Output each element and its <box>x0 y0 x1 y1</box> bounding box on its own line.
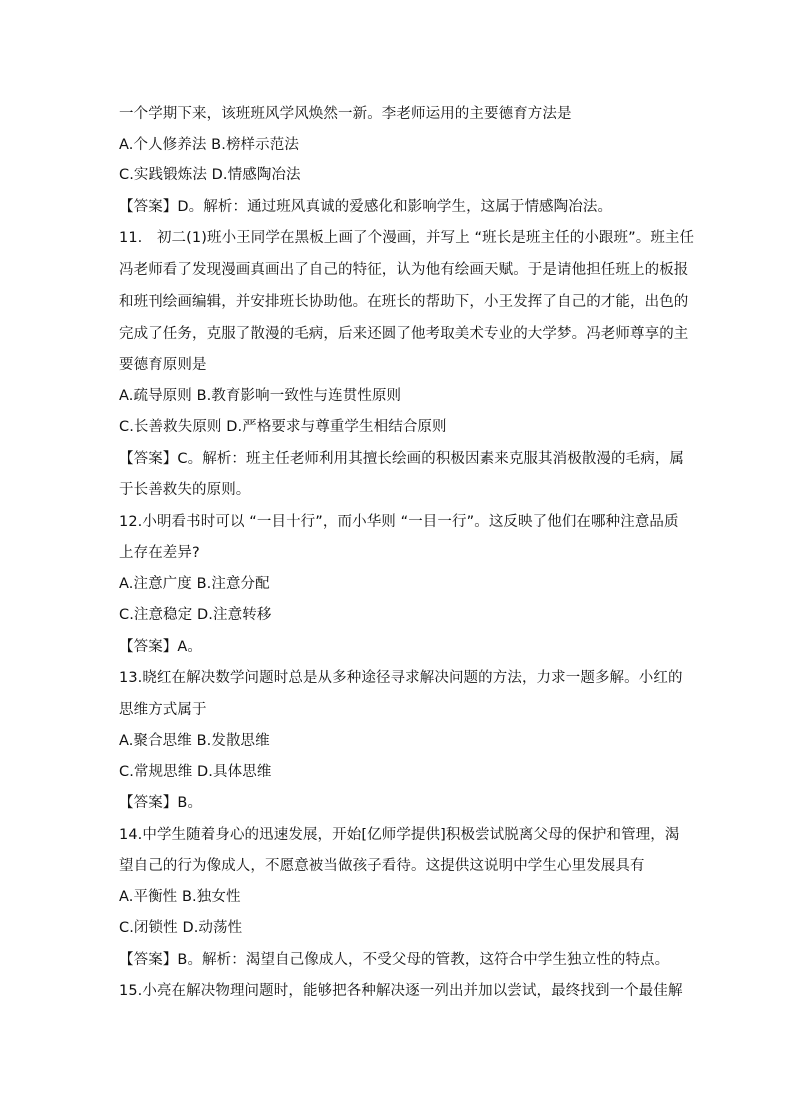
text-line: C.长善救失原则 D.严格要求与尊重学生相结合原则 <box>119 419 447 435</box>
text-line: A.疏导原则 B.教育影响一致性与连贯性原则 <box>119 388 402 404</box>
text-line: 【答案】B。 <box>119 795 203 811</box>
text-line: C.常规思维 D.具体思维 <box>119 764 272 780</box>
text-line: 上存在差异? <box>119 545 200 561</box>
text-line: A.注意广度 B.注意分配 <box>119 576 270 592</box>
text-line: 完成了任务，克服了散漫的毛病，后来还圆了他考取美术专业的大学梦。冯老师尊享的主 <box>119 326 689 342</box>
text-line: A.平衡性 B.独女性 <box>119 889 241 905</box>
text-line: 一个学期下来，该班班风学风焕然一新。李老师运用的主要德育方法是 <box>119 106 572 122</box>
text-line: 13.晓红在解决数学问题时总是从多种途径寻求解决问题的方法，力求一题多解。小红的 <box>119 670 683 686</box>
text-line: 15.小亮在解决物理问题时，能够把各种解决逐一列出并加以尝试，最终找到一个最佳解 <box>119 983 683 999</box>
text-line: 思维方式属于 <box>119 702 207 718</box>
text-line: 【答案】C。解析：班主任老师利用其擅长绘画的积极因素来克服其消极散漫的毛病，属 <box>119 451 685 467</box>
text-line: 望自己的行为像成人，不愿意被当做孩子看待。这提供这说明中学生心里发展具有 <box>119 858 645 874</box>
text-line: 【答案】B。解析：渴望自己像成人，不受父母的管教，这符合中学生独立性的特点。 <box>119 952 670 968</box>
text-line: 和班刊绘画编辑，并安排班长协助他。在班长的帮助下，小王发挥了自己的才能，出色的 <box>119 294 689 310</box>
text-line: 【答案】A。 <box>119 639 203 655</box>
text-line: 12.小明看书时可以 “一目十行”，而小华则 “一目一行”。这反映了他们在哪种注意品质 <box>119 514 679 530</box>
text-line: 冯老师看了发现漫画真画出了自己的特征，认为他有绘画天赋。于是请他担任班上的板报 <box>119 262 689 278</box>
text-line: 于长善救失的原则。 <box>119 482 251 498</box>
text-line: C.闭锁性 D.动荡性 <box>119 920 243 936</box>
text-line: A.聚合思维 B.发散思维 <box>119 733 270 749</box>
text-line: 14.中学生随着身心的迅速发展，开始[亿师学提供]积极尝试脱离父母的保护和管理，渴 <box>119 827 680 843</box>
text-line: C.实践锻炼法 D.情感陶冶法 <box>119 167 301 183</box>
text-line: A.个人修养法 B.榜样示范法 <box>119 137 299 153</box>
text-line: C.注意稳定 D.注意转移 <box>119 607 272 623</box>
text-line: 【答案】D。解析：通过班风真诚的爱感化和影响学生，这属于情感陶冶法。 <box>119 199 613 215</box>
text-line: 11. 初二(1)班小王同学在黑板上画了个漫画，并写上 “班长是班主任的小跟班”。班主任 <box>119 230 695 246</box>
text-line: 要德育原则是 <box>119 357 207 373</box>
